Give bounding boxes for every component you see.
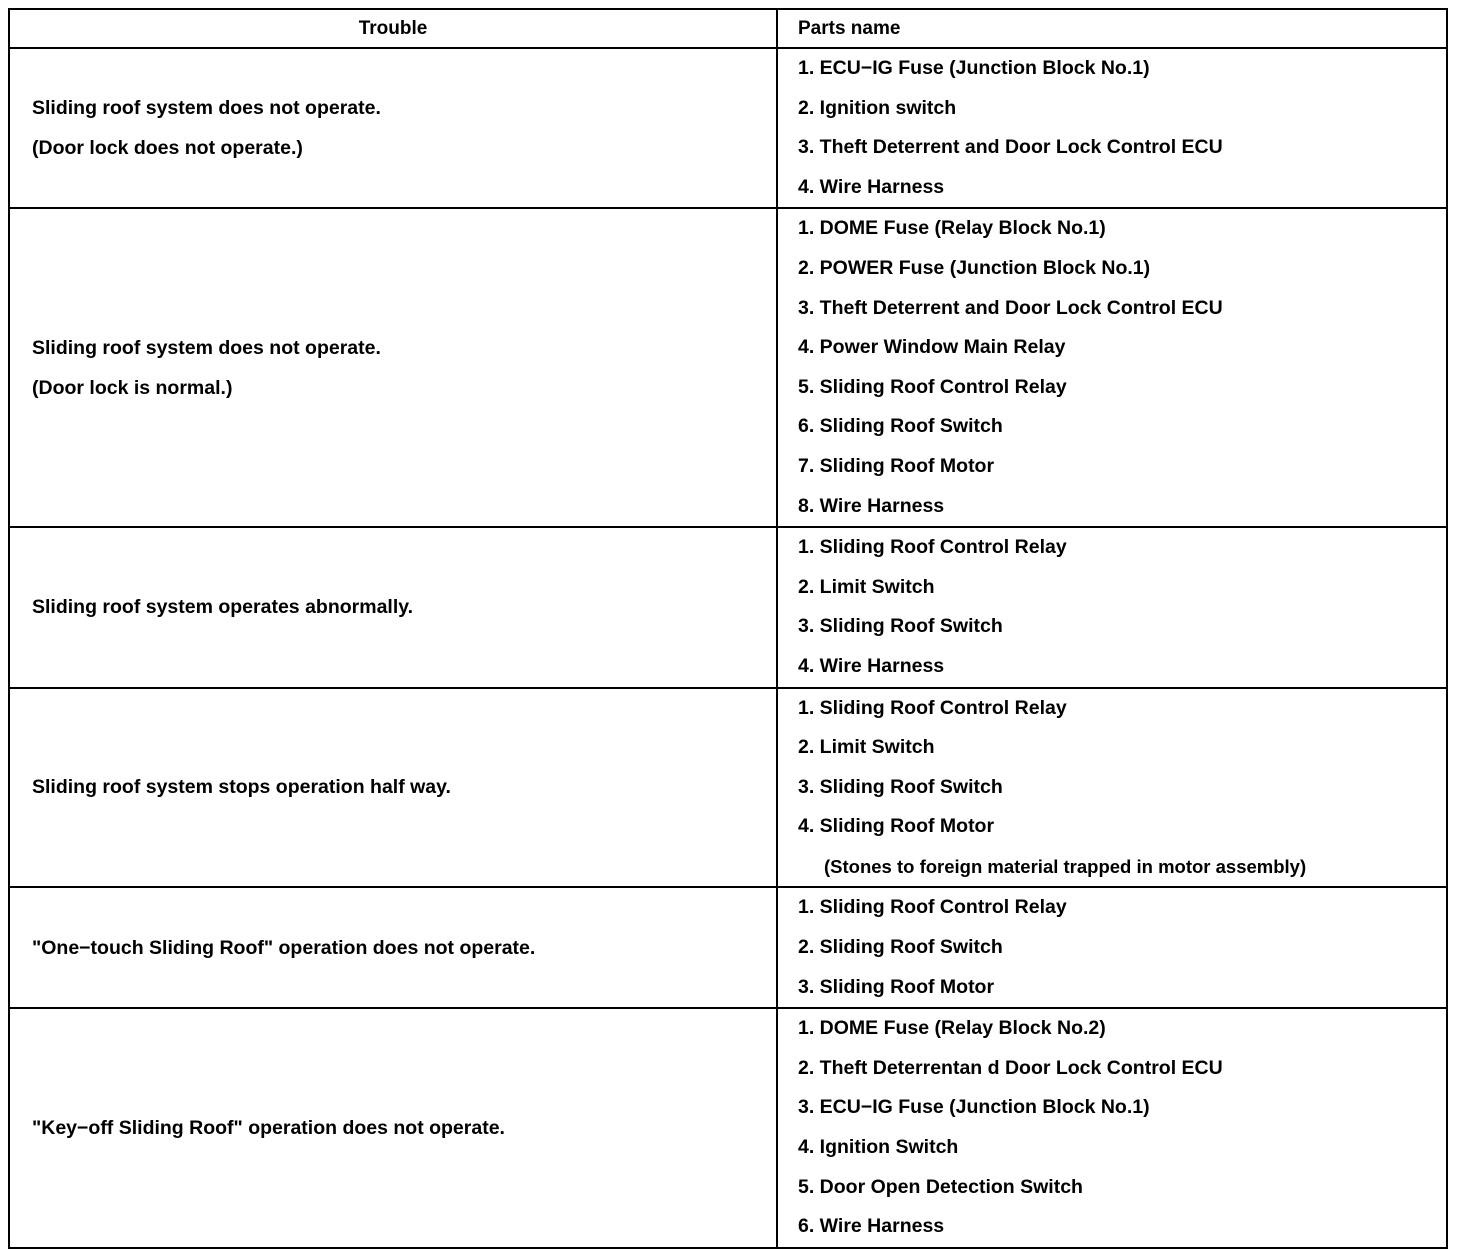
trouble-cell — [9, 527, 777, 687]
trouble-parts-table — [8, 8, 1448, 1249]
part-item: 1. Sliding Roof Control Relay — [798, 896, 1067, 919]
header-row — [9, 9, 1447, 48]
parts-cell — [777, 688, 1447, 888]
parts-cell — [777, 887, 1447, 1008]
header-trouble: Trouble — [9, 9, 777, 48]
trouble-text: Sliding roof system does not operate. — [32, 97, 381, 120]
part-item: 2. Limit Switch — [798, 575, 935, 598]
part-item: 3. ECU−IG Fuse (Junction Block No.1) — [798, 1096, 1150, 1119]
trouble-cell — [9, 887, 777, 1008]
table-row — [9, 887, 1447, 1008]
part-item: 1. Sliding Roof Control Relay — [798, 536, 1067, 559]
part-item: 1. ECU−IG Fuse (Junction Block No.1) — [798, 57, 1150, 79]
trouble-text: "Key−off Sliding Roof" operation does not operate. — [32, 1117, 505, 1140]
part-item: 7. Sliding Roof Motor — [798, 454, 995, 477]
trouble-text: Sliding roof system does not operate. — [32, 336, 381, 359]
part-item: 3. Sliding Roof Switch — [798, 775, 1003, 798]
part-item: 4. Ignition Switch — [798, 1136, 959, 1159]
part-item: 3. Sliding Roof Switch — [798, 615, 1003, 638]
part-item: 2. Theft Deterrentan d Door Lock Control ECU — [798, 1056, 1223, 1079]
table-row — [9, 1008, 1447, 1248]
part-item: 4. Sliding Roof Motor — [798, 815, 995, 838]
trouble-cell — [9, 1008, 777, 1248]
part-item: 3. Theft Deterrent and Door Lock Control ECU — [798, 136, 1223, 159]
part-item: 1. DOME Fuse (Relay Block No.1) — [798, 217, 1106, 240]
part-item: 2. Limit Switch — [798, 736, 935, 759]
part-item: 8. Wire Harness — [798, 494, 945, 517]
trouble-cell — [9, 208, 777, 527]
part-item: 4. Wire Harness — [798, 654, 945, 677]
part-item: 6. Sliding Roof Switch — [798, 415, 1003, 438]
parts-cell — [777, 208, 1447, 527]
part-item: 2. Ignition switch — [798, 96, 957, 119]
part-item: 1. DOME Fuse (Relay Block No.2) — [798, 1017, 1106, 1040]
part-note: (Stones to foreign material trapped in motor assembly) — [824, 855, 1307, 877]
trouble-cell — [9, 688, 777, 888]
trouble-text: (Door lock does not operate.) — [32, 137, 303, 160]
table-row — [9, 208, 1447, 527]
part-item: 4. Power Window Main Relay — [798, 336, 1066, 359]
part-item: 2. POWER Fuse (Junction Block No.1) — [798, 256, 1151, 279]
table-row — [9, 688, 1447, 888]
part-item: 2. Sliding Roof Switch — [798, 936, 1003, 959]
part-item: 3. Theft Deterrent and Door Lock Control ECU — [798, 296, 1223, 319]
trouble-text: Sliding roof system stops operation half way. — [32, 776, 451, 799]
table-row — [9, 527, 1447, 687]
part-item: 5. Sliding Roof Control Relay — [798, 375, 1067, 398]
parts-cell — [777, 48, 1447, 208]
trouble-text: (Door lock is normal.) — [32, 376, 233, 399]
parts-cell — [777, 527, 1447, 687]
part-item: 5. Door Open Detection Switch — [798, 1175, 1083, 1198]
trouble-cell — [9, 48, 777, 208]
parts-cell — [777, 1008, 1447, 1248]
part-item: 3. Sliding Roof Motor — [798, 975, 995, 998]
trouble-text: Sliding roof system operates abnormally. — [32, 596, 414, 619]
header-parts-name: Parts name — [777, 9, 1447, 48]
part-item: 1. Sliding Roof Control Relay — [798, 696, 1067, 719]
trouble-text: "One−touch Sliding Roof" operation does not operate. — [32, 936, 536, 959]
table-row — [9, 48, 1447, 208]
part-item: 6. Wire Harness — [798, 1215, 945, 1238]
part-item: 4. Wire Harness — [798, 175, 945, 198]
